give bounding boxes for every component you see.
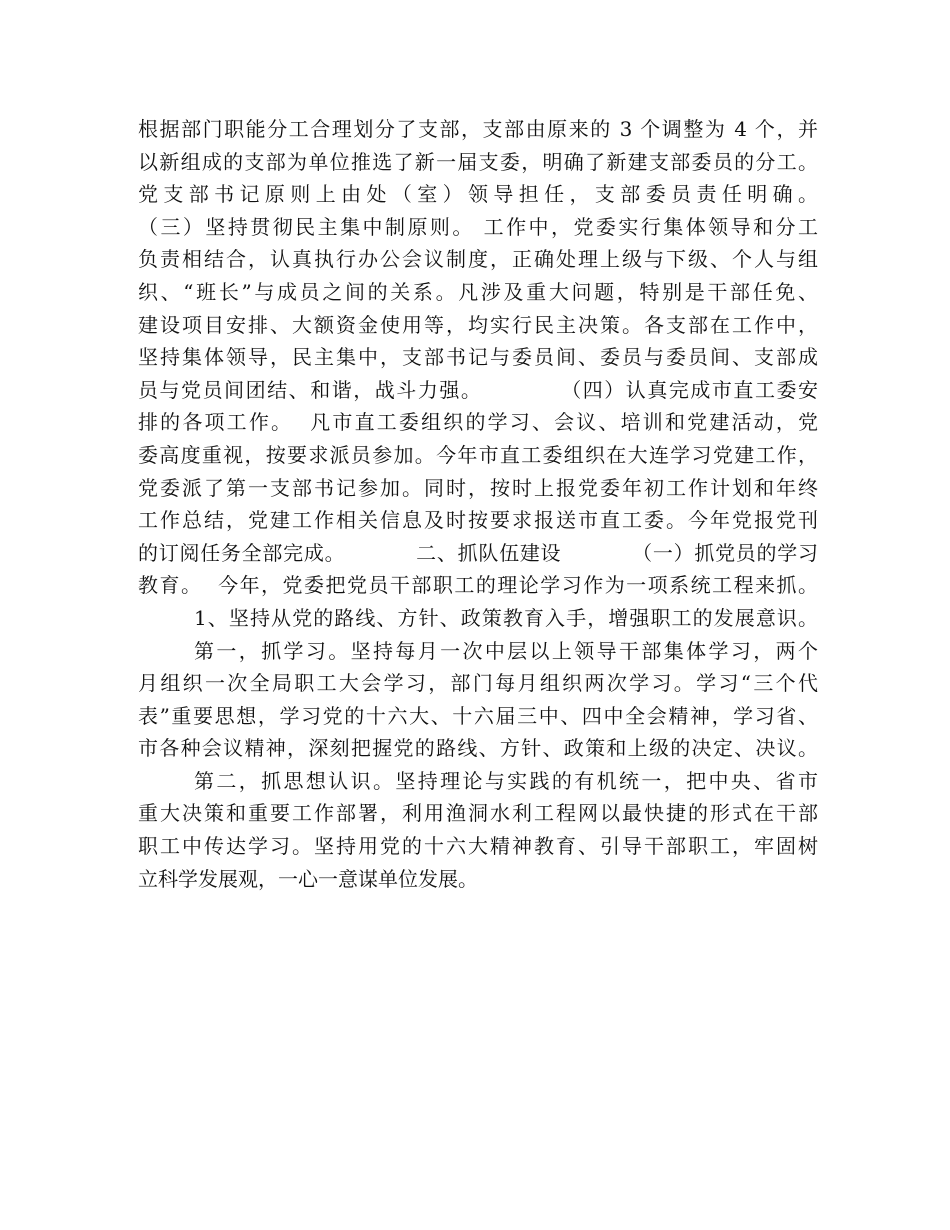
text-line: （三）坚持贯彻民主集中制原则。 工作中，党委实行集体领导和分工 [138, 214, 818, 239]
text-line: 月组织一次全局职工大会学习，部门每月组织两次学习。学习“三个代 [138, 671, 818, 696]
text-line: 坚持集体领导，民主集中，支部书记与委员间、委员与委员间、支部成 [138, 345, 818, 370]
text-line: 员与党员间团结、和谐，战斗力强。 （四）认真完成市直工委安 [138, 377, 818, 402]
text-line: 排的各项工作。 凡市直工委组织的学习、会议、培训和党建活动，党 [138, 410, 818, 435]
text-line: 织、“班长”与成员之间的关系。凡涉及重大问题，特别是干部任免、 [138, 279, 818, 304]
text-line: 重大决策和重要工作部署，利用渔洞水利工程网以最快捷的形式在干部 [138, 801, 818, 826]
text-line: 委高度重视，按要求派员参加。今年市直工委组织在大连学习党建工作， [138, 442, 818, 467]
text-line: 市各种会议精神，深刻把握党的路线、方针、政策和上级的决定、决议。 [138, 736, 818, 761]
text-line: 工作总结，党建工作相关信息及时按要求报送市直工委。今年党报党刊 [138, 508, 818, 533]
text-line: 党委派了第一支部书记参加。同时，按时上报党委年初工作计划和年终 [138, 475, 818, 500]
text-line: 根据部门职能分工合理划分了支部，支部由原来的 3 个调整为 4 个，并 [138, 117, 818, 141]
text-line: 教育。 今年，党委把党员干部职工的理论学习作为一项系统工程来抓。 [138, 573, 818, 598]
document-body-text [138, 113, 818, 895]
text-line: 第二，抓思想认识。坚持理论与实践的有机统一，把中央、省市 [194, 768, 818, 793]
text-line: 负责相结合，认真执行办公会议制度，正确处理上级与下级、个人与组 [138, 247, 818, 272]
text-line: 建设项目安排、大额资金使用等，均实行民主决策。各支部在工作中， [138, 312, 818, 337]
text-line: 以新组成的支部为单位推选了新一届支委，明确了新建支部委员的分工。 [138, 149, 818, 174]
text-line: 职工中传达学习。坚持用党的十六大精神教育、引导干部职工，牢固树 [138, 834, 818, 859]
text-line: 表”重要思想，学习党的十六大、十六届三中、四中全会精神，学习省、 [138, 703, 818, 728]
text-line: 的订阅任务全部完成。 二、抓队伍建设 （一）抓党员的学习 [138, 540, 818, 565]
text-line: 1、坚持从党的路线、方针、政策教育入手，增强职工的发展意识。 [194, 605, 818, 630]
text-line: 立科学发展观，一心一意谋单位发展。 [138, 866, 478, 891]
text-line: 党支部书记原则上由处（室）领导担任，支部委员责任明确。 [138, 182, 818, 207]
text-line: 第一，抓学习。坚持每月一次中层以上领导干部集体学习，两个 [194, 638, 818, 663]
